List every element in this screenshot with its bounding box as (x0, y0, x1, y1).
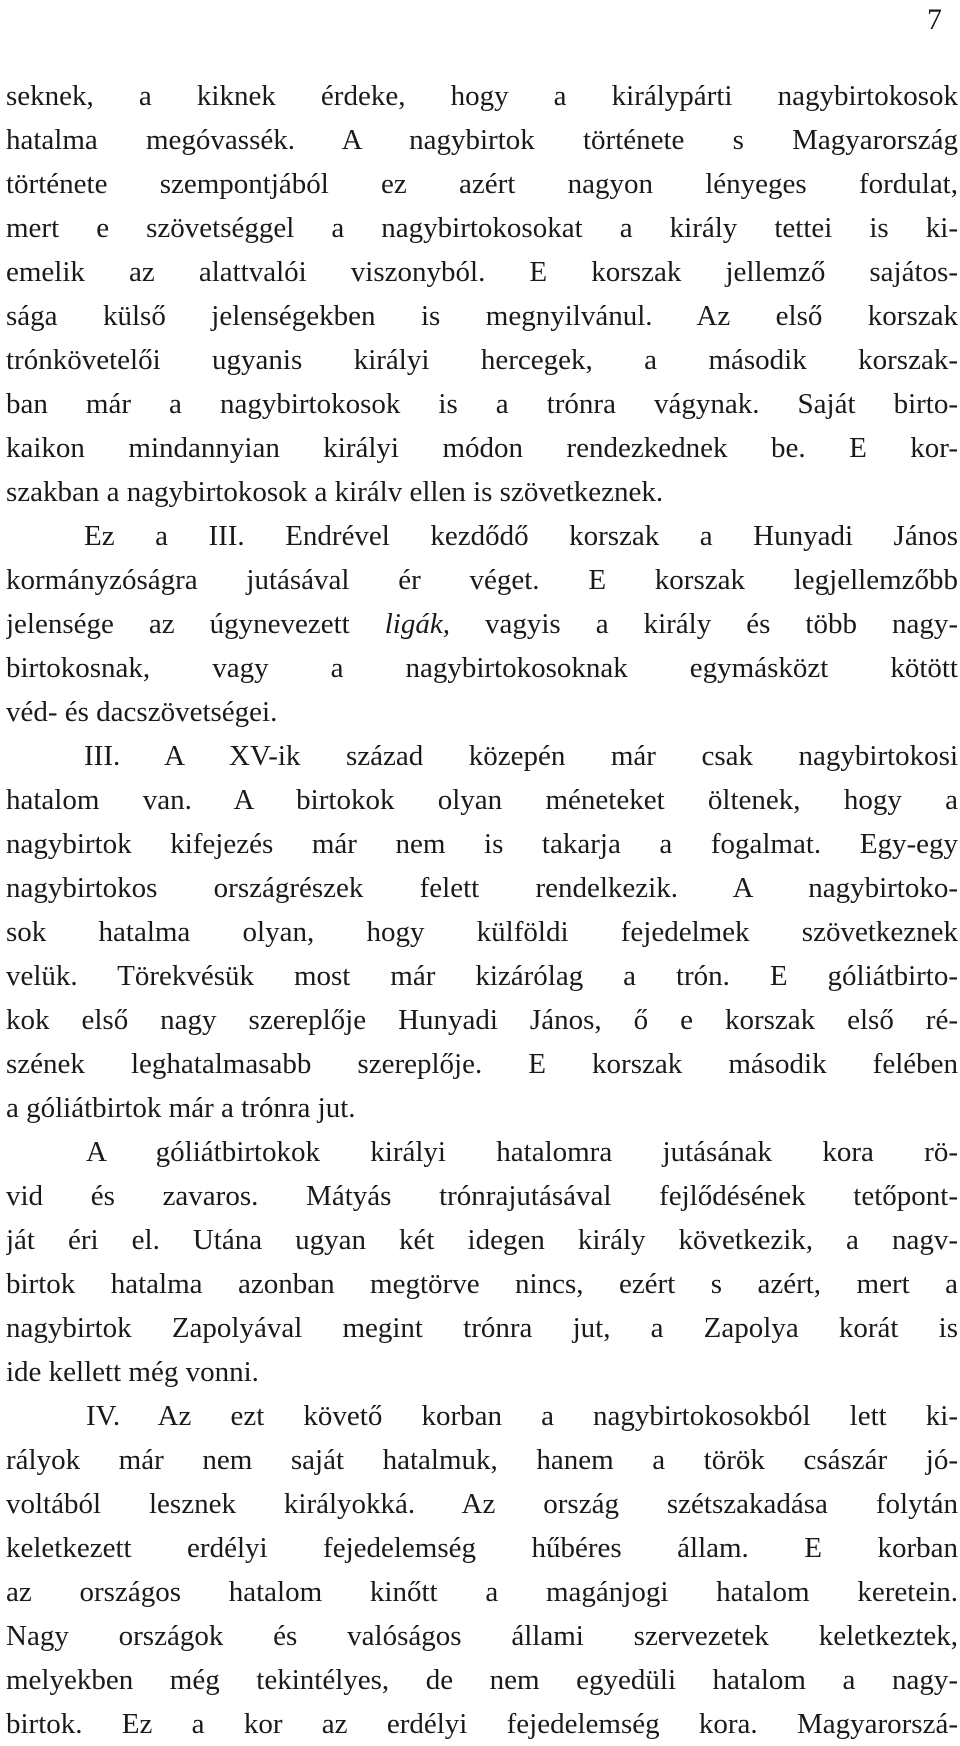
text-line: sok hatalma olyan, hogy külföldi fejedelmek szövetkeznek (6, 916, 958, 948)
paragraph-first-line: Ez a III. Endrével kezdődő korszak a Hunyadi János (84, 520, 958, 552)
text-line: vid és zavaros. Mátyás trónrajutásával fejlődésének tetőpont- (6, 1180, 958, 1212)
text-segment: jelensége az úgynevezett (6, 608, 385, 640)
text-line: sága külső jelenségekben is megnyilvánul. Az első korszak (6, 300, 958, 332)
text-line: ját éri el. Utána ugyan két idegen király következik, a nagv- (6, 1224, 958, 1256)
text-line: hatalma megóvassék. A nagybirtok története s Magyarország (6, 124, 958, 156)
paragraph-first-line: IV. Az ezt követő korban a nagybirtokosokból lett ki- (86, 1400, 958, 1432)
text-line: nagybirtok kifejezés már nem is takarja a fogalmat. Egy-egy (6, 828, 958, 860)
text-line: szének leghatalmasabb szereplője. E korszak második felében (6, 1048, 958, 1080)
text-line: birtok. Ez a kor az erdélyi fejedelemség kora. Magyarorszá- (6, 1708, 958, 1740)
text-line: nagybirtok Zapolyával megint trónra jut, a Zapolya korát is (6, 1312, 958, 1344)
text-line: mert e szövetséggel a nagybirtokosokat a király tettei is ki- (6, 212, 958, 244)
text-line: birtok hatalma azonban megtörve nincs, ezért s azért, mert a (6, 1268, 958, 1300)
text-line: Nagy országok és valóságos állami szervezetek keletkeztek, (6, 1620, 958, 1652)
paragraph-first-line: A góliátbirtokok királyi hatalomra jutásának kora rö- (86, 1136, 958, 1168)
text-line: ide kellett még vonni. (6, 1356, 259, 1388)
text-line: kormányzóságra jutásával ér véget. E korszak legjellemzőbb (6, 564, 958, 596)
text-line: trónkövetelői ugyanis királyi hercegek, a második korszak- (6, 344, 958, 376)
text-line: kaikon mindannyian királyi módon rendezkednek be. E kor- (6, 432, 958, 464)
text-line: velük. Törekvésük most már kizárólag a trón. E góliátbirto- (6, 960, 958, 992)
text-line: szakban a nagybirtokosok a királv ellen is szövetkeznek. (6, 476, 664, 508)
page-number: 7 (927, 3, 942, 36)
text-line: kok első nagy szereplője Hunyadi János, ő e korszak első ré- (6, 1004, 958, 1036)
text-line: melyekben még tekintélyes, de nem egyedüli hatalom a nagy- (6, 1664, 958, 1696)
italic-term: ligák, (384, 608, 450, 640)
text-line: nagybirtokos országrészek felett rendelkezik. A nagybirtoko- (6, 872, 958, 904)
text-line-with-emphasis (6, 602, 958, 646)
text-line: hatalom van. A birtokok olyan méneteket öltenek, hogy a (6, 784, 958, 816)
text-line: véd- és dacszövetségei. (6, 696, 278, 728)
text-line: birtokosnak, vagy a nagybirtokosoknak egymásközt kötött (6, 652, 958, 684)
text-line: az országos hatalom kinőtt a magánjogi hatalom keretein. (6, 1576, 958, 1608)
text-line: voltából lesznek királyokká. Az ország szétszakadása folytán (6, 1488, 958, 1520)
text-line: a góliátbirtok már a trónra jut. (6, 1092, 356, 1124)
text-line: emelik az alattvalói viszonyból. E korszak jellemző sajátos- (6, 256, 958, 288)
text-line: ban már a nagybirtokosok is a trónra vágynak. Saját birto- (6, 388, 958, 420)
paragraph-first-line: III. A XV-ik század közepén már csak nagybirtokosi (84, 740, 958, 772)
body-text (6, 74, 958, 1746)
text-line: rályok már nem saját hatalmuk, hanem a török császár jó- (6, 1444, 958, 1476)
text-line: seknek, a kiknek érdeke, hogy a királypárti nagybirtokosok (6, 80, 958, 112)
text-segment: vagyis a király és több nagy- (450, 608, 958, 640)
text-line: keletkezett erdélyi fejedelemség hűbéres állam. E korban (6, 1532, 958, 1564)
text-line: története szempontjából ez azért nagyon lényeges fordulat, (6, 168, 958, 200)
